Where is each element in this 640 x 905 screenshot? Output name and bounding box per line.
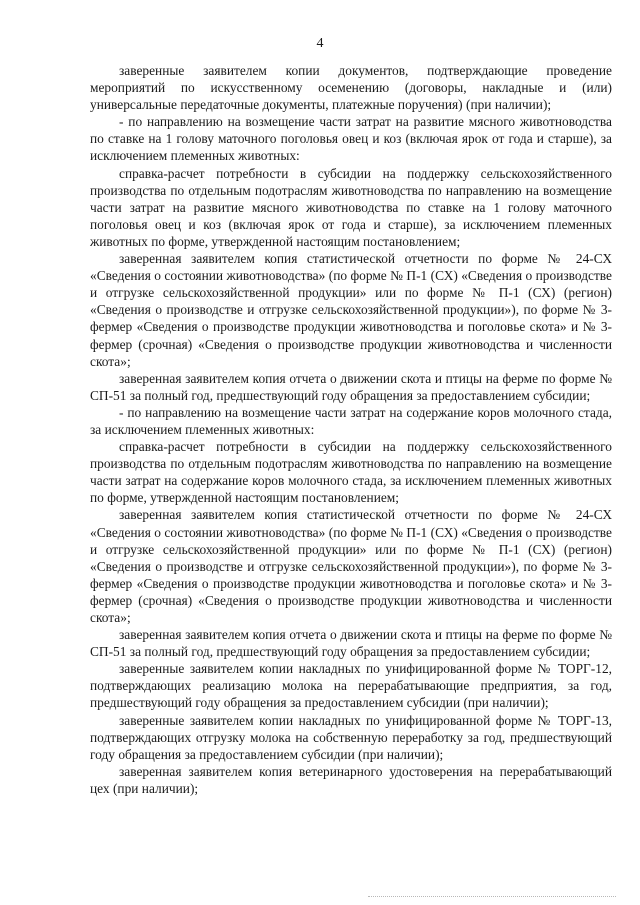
paragraph-dairy-livestock-movement-report: заверенная заявителем копия отчета о движении скота и птицы на ферме по форме № СП-51 за полный год, предшествующий году обращения за предоставлением субсидии; [90, 627, 612, 660]
paragraph-dairy-subsidy-calculation: справка-расчет потребности в субсидии на поддержку сельскохозяйственного производства по отдельным подотраслям животноводства по направлению на возмещение части затрат на содержание коров молочного стада, за исключением племенных животных по форме, утвержденной настоящим постановлением; [90, 439, 612, 506]
page-number: 4 [316, 36, 324, 51]
paragraph-dairy-statistical-report: заверенная заявителем копия статистической отчетности по форме № 24-СХ «Сведения о состоянии животноводства» (по форме № П-1 (СХ) «Сведения о производстве и отгрузке сельскохозяйственной продукции» или по форме № П-1 (СХ) (регион) «Сведения о производстве и отгрузке сельскохозяйственной продукции»), по форме № 3-фермер «Сведения о производстве продукции животноводства и поголовье скота» и № 3-фермер (срочная) «Сведения о производстве продукции животноводства и численности скота»; [90, 507, 612, 625]
paragraph-torg13-invoices: заверенные заявителем копии накладных по унифицированной форме № ТОРГ-13, подтверждающих отгрузку молока на собственную переработку за год, предшествующий году обращения за предоставлением субсидии (при наличии); [90, 712, 612, 762]
document-body [90, 62, 612, 797]
paragraph-insemination-documents: заверенные заявителем копии документов, подтверждающие проведение мероприятий по искусственному осеменению (договоры, накладные и (или) универсальные передаточные документы, платежные поручения) (при наличии); [90, 63, 612, 113]
paragraph-dairy-cows-direction: - по направлению на возмещение части затрат на содержание коров молочного стада, за исключением племенных животных: [90, 404, 612, 437]
paragraph-meat-livestock-movement-report: заверенная заявителем копия отчета о движении скота и птицы на ферме по форме № СП-51 за полный год, предшествующий году обращения за предоставлением субсидии; [90, 370, 612, 403]
paragraph-veterinary-certificate: заверенная заявителем копия ветеринарного удостоверения на перерабатывающий цех (при наличии); [90, 763, 612, 796]
footer-dotted-rule [368, 896, 616, 897]
paragraph-meat-statistical-report: заверенная заявителем копия статистической отчетности по форме № 24-СХ «Сведения о состоянии животноводства» (по форме № П-1 (СХ) «Сведения о производстве и отгрузке сельскохозяйственной продукции» или по форме № П-1 (СХ) (регион) «Сведения о производстве и отгрузке сельскохозяйственной продукции»), по форме № 3-фермер «Сведения о производстве продукции животноводства и поголовье скота» и № 3-фермер (срочная) «Сведения о производстве продукции животноводства и численности скота»; [90, 251, 612, 369]
paragraph-meat-livestock-direction: - по направлению на возмещение части затрат на развитие мясного животноводства по ставке на 1 голову маточного поголовья овец и коз (включая ярок от года и старше), за исключением племенных животных: [90, 114, 612, 164]
paragraph-meat-subsidy-calculation: справка-расчет потребности в субсидии на поддержку сельскохозяйственного производства по отдельным подотраслям животноводства по направлению на возмещение части затрат на развитие мясного животноводства по ставке на 1 голову маточного поголовья овец и коз (включая ярок от года и старше), за исключением племенных животных по форме, утвержденной настоящим постановлением; [90, 165, 612, 249]
paragraph-torg12-invoices: заверенные заявителем копии накладных по унифицированной форме № ТОРГ-12, подтверждающих реализацию молока на перерабатывающие предприятия, за год, предшествующий году обращения за предоставлением субсидии (при наличии); [90, 661, 612, 711]
